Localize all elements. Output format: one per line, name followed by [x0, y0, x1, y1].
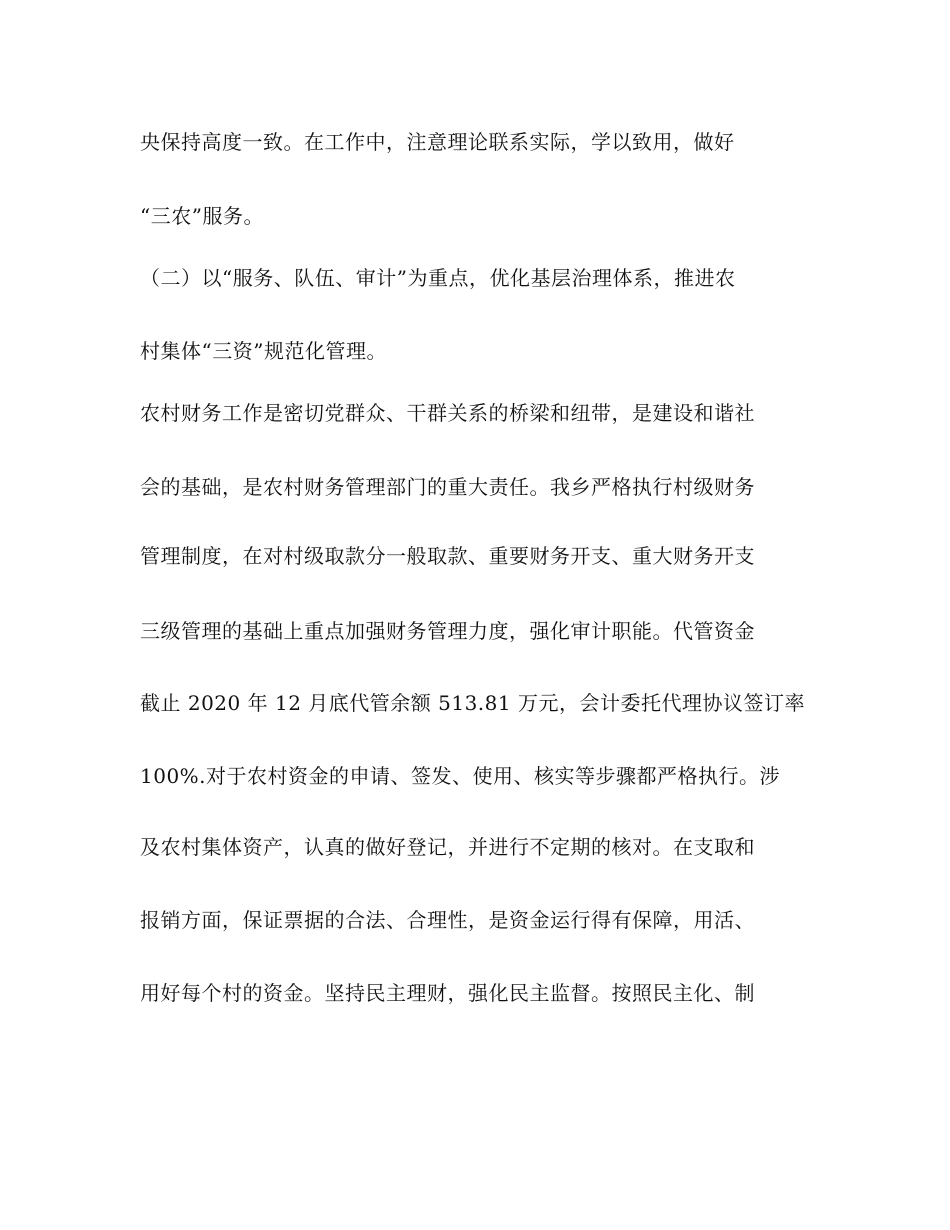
text-line-4: 村集体“三资”规范化管理。: [140, 339, 387, 363]
text-line-6: 会的基础，是农村财务管理部门的重大责任。我乡严格执行村级财务: [140, 475, 755, 499]
text-line-13: 用好每个村的资金。坚持民主理财，强化民主监督。按照民主化、制: [140, 981, 755, 1005]
text-line-8: 三级管理的基础上重点加强财务管理力度，强化审计职能。代管资金: [140, 619, 755, 643]
text-line-10: 100%.对于农村资金的申请、签发、使用、核实等步骤都严格执行。涉: [140, 764, 781, 788]
text-line-2: “三农”服务。: [140, 204, 264, 228]
text-line-3: （二）以“服务、队伍、审计”为重点，优化基层治理体系，推进农: [140, 266, 736, 290]
text-line-7: 管理制度，在对村级取款分一般取款、重要财务开支、重大财务开支: [140, 544, 755, 568]
text-line-5: 农村财务工作是密切党群众、干群关系的桥梁和纽带，是建设和谐社: [140, 401, 755, 425]
text-line-1: 央保持高度一致。在工作中，注意理论联系实际，学以致用，做好: [140, 130, 735, 154]
text-line-12: 报销方面，保证票据的合法、合理性，是资金运行得有保障，用活、: [140, 908, 755, 932]
text-line-11: 及农村集体资产，认真的做好登记，并进行不定期的核对。在支取和: [140, 835, 755, 859]
text-line-9: 截止 2020 年 12 月底代管余额 513.81 万元，会计委托代理协议签订率: [140, 691, 805, 715]
